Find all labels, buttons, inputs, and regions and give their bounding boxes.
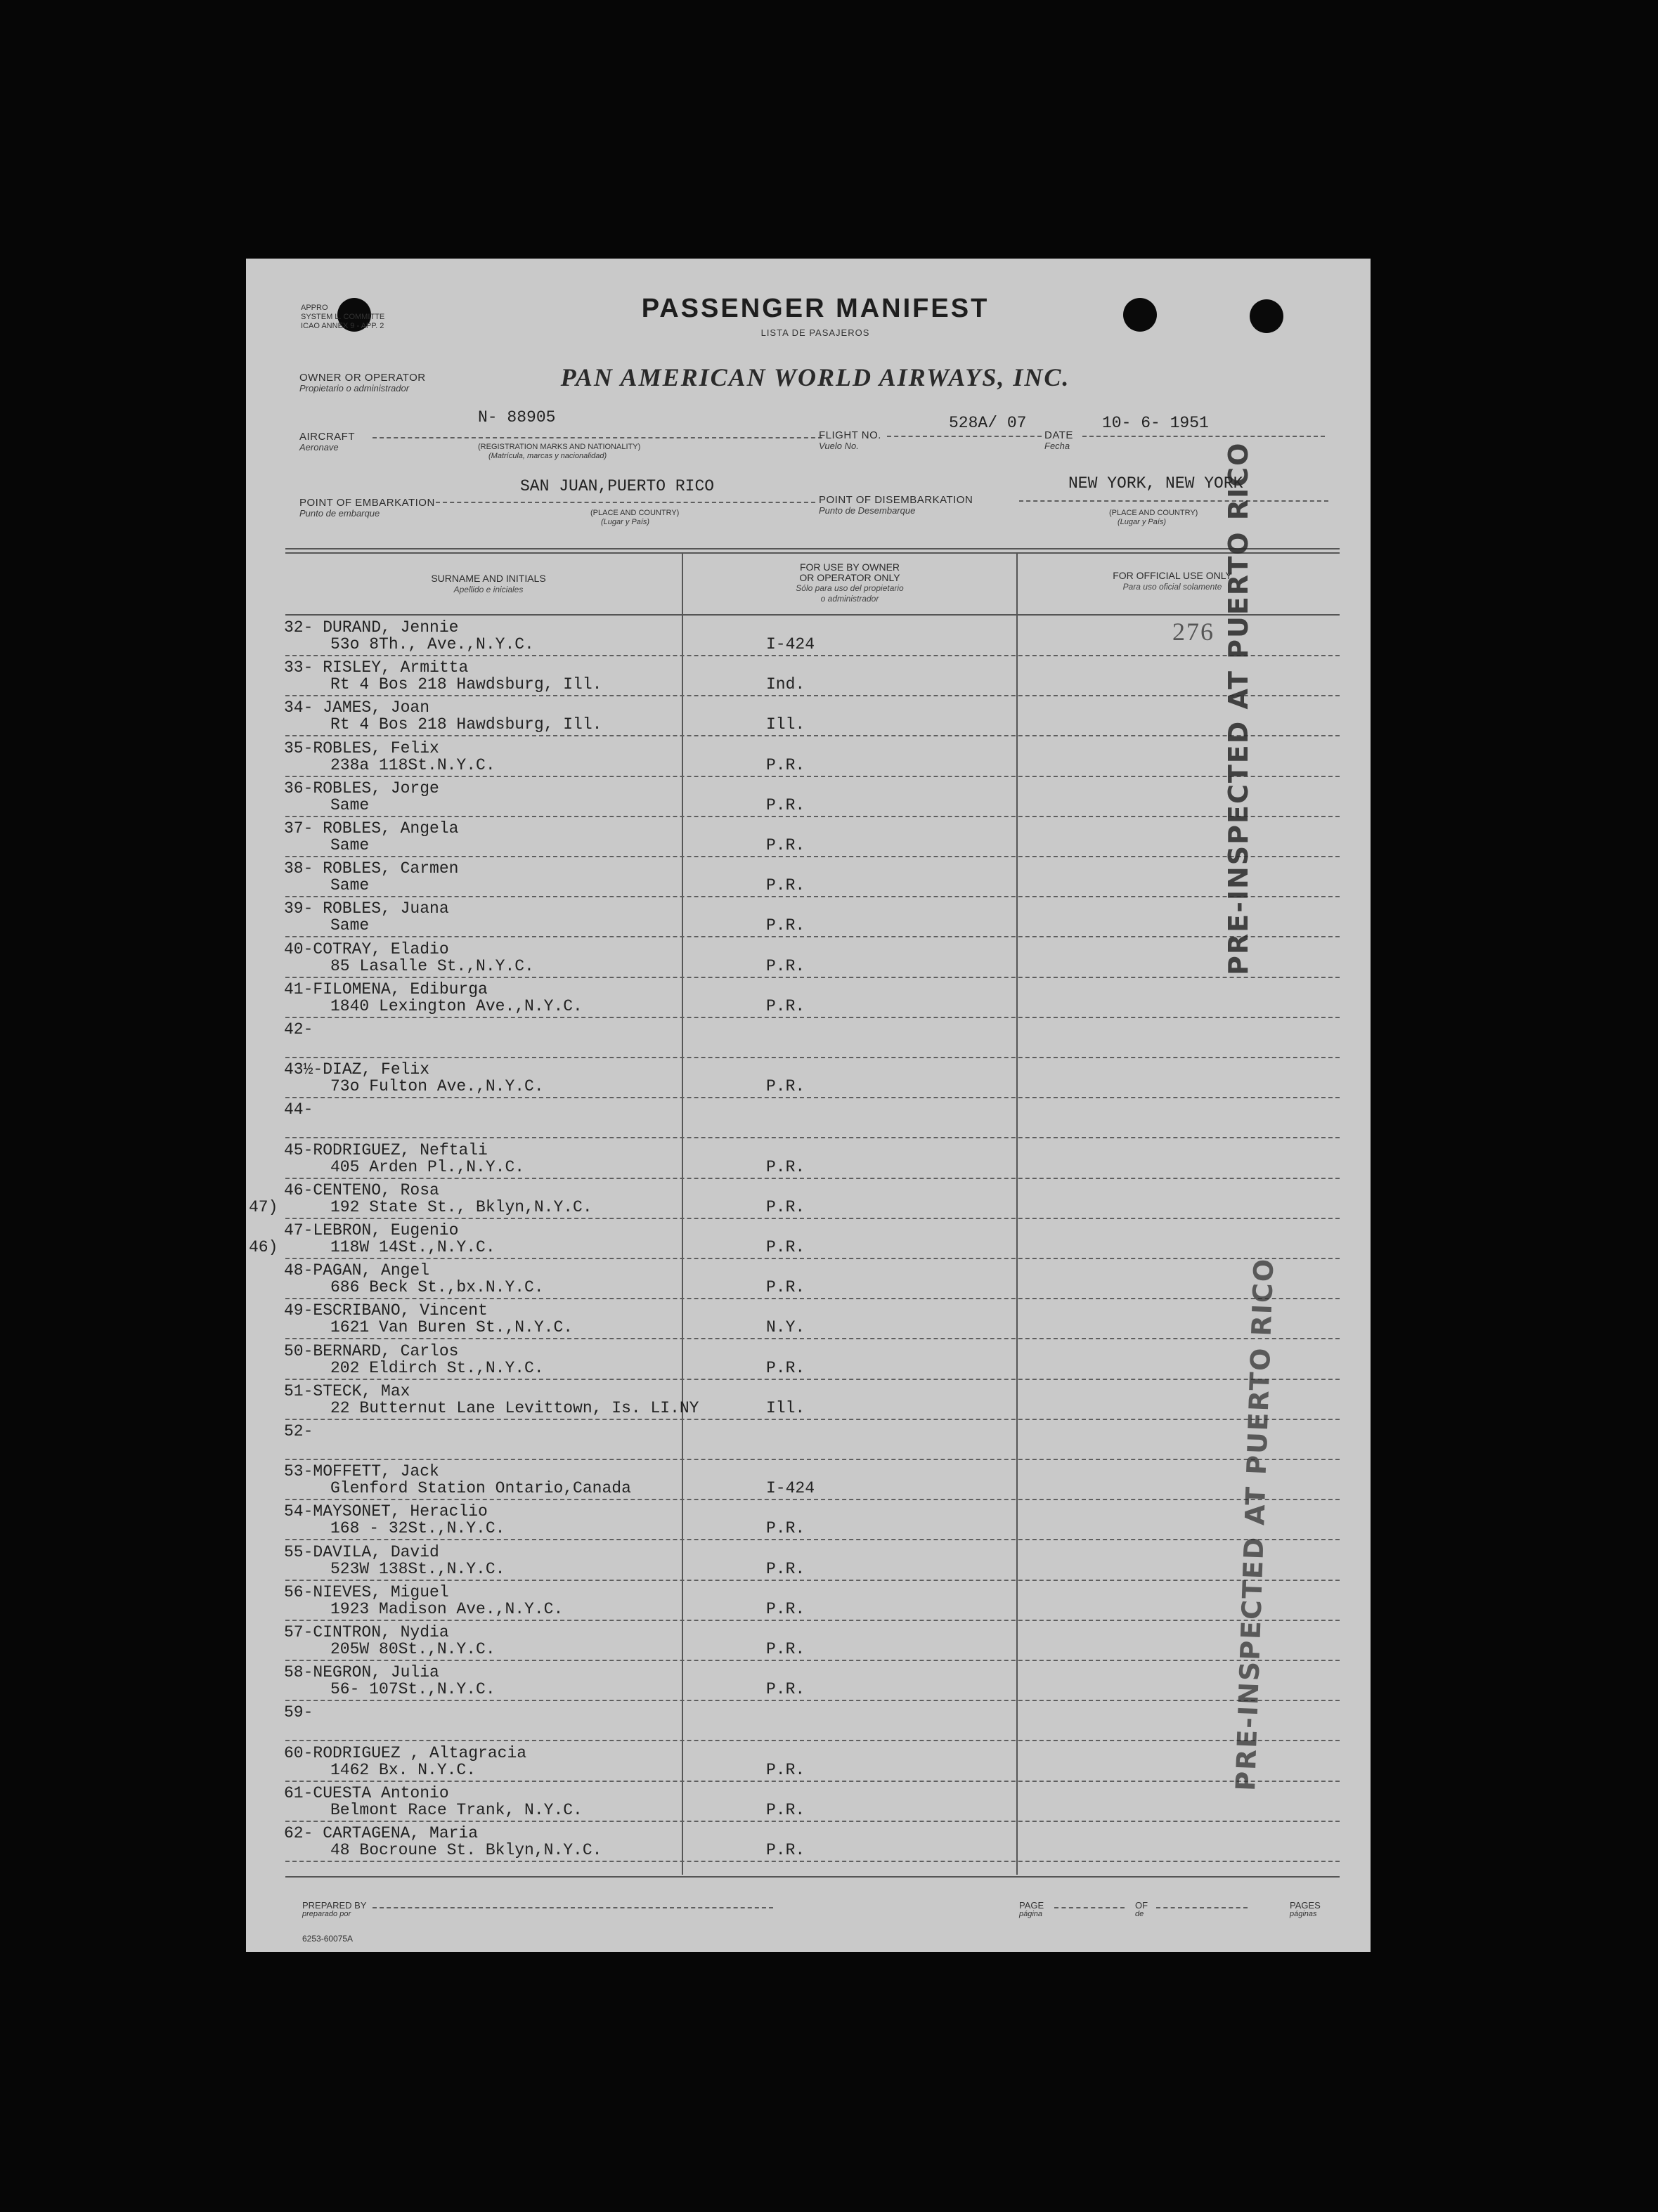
passenger-address: Same [330,795,370,814]
passenger-address: Glenford Station Ontario,Canada [330,1479,631,1498]
passenger-name: 33- RISLEY, Armitta [284,658,469,677]
col-surname-label-es: Apellido e iniciales [453,585,524,594]
passenger-name: 32- DURAND, Jennie [284,618,459,637]
form-code: 6253-60075A [302,1934,354,1944]
flight-label: FLIGHT NO. [819,429,881,441]
pages-label: PAGES [1290,1900,1321,1911]
inspection-stamp: PRE-INSPECTED AT PUERTO RICO [1230,1257,1280,1792]
col-surname-header [295,573,682,595]
passenger-name: 37- ROBLES, Angela [284,819,459,838]
corner-code-3: ICAO ANNEX 9 - APP. 2 [301,322,384,330]
table-row [246,1580,1371,1620]
passenger-address: 56- 107St.,N.Y.C. [330,1680,496,1699]
passenger-owner-code: P.R. [766,1238,805,1256]
passenger-name: 46-CENTENO, Rosa [284,1180,439,1199]
passenger-owner-code: P.R. [766,1599,805,1618]
punch-hole [1250,299,1283,333]
passenger-name: 39- ROBLES, Juana [284,899,449,918]
flight-underline [887,436,1042,437]
passenger-owner-code: P.R. [766,795,805,814]
prepared-label-es: preparado por [302,1910,351,1918]
passenger-name: 34- JAMES, Joan [284,698,430,717]
passenger-owner-code: I-424 [766,1479,815,1498]
aircraft-label: AIRCRAFT [299,431,355,443]
table-row [246,1258,1371,1299]
passenger-owner-code: P.R. [766,1278,805,1297]
passenger-name: 50-BERNARD, Carlos [284,1341,459,1360]
page-underline [1054,1907,1125,1908]
passenger-name: 48-PAGAN, Angel [284,1261,430,1280]
disembark-label: POINT OF DISEMBARKATION [819,494,973,506]
aircraft-caption-es: (Matrícula, marcas y nacionalidad) [488,452,607,460]
embark-label: POINT OF EMBARKATION [299,497,435,509]
passenger-name: 57-CINTRON, Nydia [284,1623,449,1641]
of-underline [1156,1907,1248,1908]
passenger-address: 1462 Bx. N.Y.C. [330,1760,477,1779]
table-row [246,616,1371,656]
col-official-label-es: Para uso oficial solamente [1122,582,1222,592]
table-row [246,1098,1371,1138]
table-row [246,857,1371,897]
passenger-name: 61-CUESTA Antonio [284,1783,449,1802]
passenger-owner-code: P.R. [766,996,805,1015]
passenger-owner-code: I-424 [766,635,815,653]
corner-code-1: APPRO [301,304,328,312]
disembark-caption-es: (Lugar y País) [1118,518,1167,526]
col-official-label: FOR OFFICIAL USE ONLY [1113,570,1232,581]
passenger-address: 48 Bocroune St. Bklyn,N.Y.C. [330,1841,602,1859]
passenger-name: 42- [284,1020,313,1039]
passenger-name: 54-MAYSONET, Heraclio [284,1502,488,1521]
col-owner-label-1: FOR USE BY OWNER [799,561,900,573]
passenger-name: 41-FILOMENA, Ediburga [284,980,488,998]
passenger-owner-code: P.R. [766,956,805,975]
table-row [246,1540,1371,1580]
aircraft-label-es: Aeronave [299,442,339,453]
page-subtitle: LISTA DE PASAJEROS [760,327,870,338]
table-row [246,1138,1371,1178]
embark-caption-es: (Lugar y País) [601,518,650,526]
passenger-name: 62- CARTAGENA, Maria [284,1824,479,1842]
col-surname-label: SURNAME AND INITIALS [431,573,546,584]
passenger-name: 58-NEGRON, Julia [284,1663,439,1682]
passenger-owner-code: Ill. [766,715,805,734]
passenger-name: 55-DAVILA, David [284,1542,439,1561]
passenger-owner-code: P.R. [766,836,805,854]
passenger-owner-code: P.R. [766,1680,805,1699]
corner-code-2: SYSTEM L. COMMITTE [301,313,385,321]
passenger-address: Same [330,836,370,854]
prepared-underline [373,1907,773,1908]
passenger-owner-code: P.R. [766,1760,805,1779]
passenger-address: 85 Lasalle St.,N.Y.C. [330,956,534,975]
passenger-owner-code: P.R. [766,1157,805,1176]
passenger-owner-code: Ind. [766,675,805,694]
disembark-label-es: Punto de Desembarque [819,505,916,516]
inspection-stamp: PRE-INSPECTED AT PUERTO RICO [1223,441,1254,975]
passenger-address: 73o Fulton Ave.,N.Y.C. [330,1077,544,1096]
aircraft-value: N- 88905 [478,408,556,427]
passenger-address: 1923 Madison Ave.,N.Y.C. [330,1599,564,1618]
table-row [246,1459,1371,1499]
airline-name: PAN AMERICAN WORLD AIRWAYS, INC. [560,363,1070,391]
passenger-owner-code: P.R. [766,1197,805,1216]
passenger-name: 38- ROBLES, Carmen [284,859,459,878]
embark-value: SAN JUAN,PUERTO RICO [520,477,715,495]
disembark-underline [1019,500,1328,502]
footer-rule [285,1876,1340,1878]
passenger-address: 1840 Lexington Ave.,N.Y.C. [330,996,583,1015]
passenger-name: 53-MOFFETT, Jack [284,1462,439,1481]
table-row [246,1379,1371,1419]
disembark-caption: (PLACE AND COUNTRY) [1109,509,1198,517]
passenger-name: 36-ROBLES, Jorge [284,779,439,798]
embark-label-es: Punto de embarque [299,508,380,519]
passenger-address: Same [330,916,370,935]
table-row [246,897,1371,937]
page-label-es: página [1019,1910,1043,1918]
date-label-es: Fecha [1044,441,1070,451]
table-row [246,696,1371,736]
passenger-side-note: 47) [249,1197,278,1216]
date-underline [1082,436,1325,437]
passenger-address: 686 Beck St.,bx.N.Y.C. [330,1278,544,1297]
of-label: OF [1135,1900,1148,1911]
owner-label-es: Propietario o administrador [299,383,410,393]
flight-label-es: Vuelo No. [819,441,859,451]
table-row [246,1741,1371,1781]
passenger-address: Belmont Race Trank, N.Y.C. [330,1800,583,1819]
flight-value: 528A/ 07 [949,414,1027,432]
passenger-address: 238a 118St.N.Y.C. [330,755,496,774]
passenger-name: 44- [284,1100,313,1119]
table-row [246,977,1371,1017]
pages-label-es: páginas [1290,1910,1317,1918]
passenger-address: 405 Arden Pl.,N.Y.C. [330,1157,525,1176]
aircraft-underline [373,437,822,438]
col-owner-label-2: OR OPERATOR ONLY [799,572,900,583]
passenger-owner-code: P.R. [766,876,805,895]
table-row [246,736,1371,776]
table-row [246,1058,1371,1098]
table-row [246,1017,1371,1058]
table-row [246,1218,1371,1258]
passenger-owner-code: P.R. [766,1077,805,1096]
passenger-owner-code: P.R. [766,1841,805,1859]
manifest-sheet [246,259,1371,1952]
table-row [246,1821,1371,1861]
owner-label: OWNER OR OPERATOR [299,372,426,384]
passenger-name: 47-LEBRON, Eugenio [284,1221,459,1240]
passenger-side-note: 46) [249,1238,278,1256]
passenger-owner-code: N.Y. [766,1318,805,1337]
table-row [246,1781,1371,1821]
embark-caption: (PLACE AND COUNTRY) [590,509,680,517]
punch-hole [1123,298,1157,332]
col-owner-header [683,562,1016,604]
col-official-header [1018,571,1327,592]
passenger-owner-code: P.R. [766,1800,805,1819]
passenger-name: 40-COTRAY, Eladio [284,939,449,958]
passenger-address: 1621 Van Buren St.,N.Y.C. [330,1318,574,1337]
date-label: DATE [1044,429,1073,441]
table-row [246,1299,1371,1339]
official-number: 276 [1172,618,1215,646]
passenger-owner-code: P.R. [766,1559,805,1578]
passenger-owner-code: P.R. [766,1640,805,1658]
passenger-address: 53o 8Th., Ave.,N.Y.C. [330,635,534,653]
col-owner-label-es-2: o administrador [820,594,879,604]
prepared-label: PREPARED BY [302,1900,367,1911]
passenger-address: 118W 14St.,N.Y.C. [330,1238,496,1256]
page-label: PAGE [1019,1900,1044,1911]
passenger-address: 168 - 32St.,N.Y.C. [330,1519,505,1538]
table-row [246,1339,1371,1379]
passenger-address: Rt 4 Bos 218 Hawdsburg, Ill. [330,675,602,694]
table-row [246,937,1371,977]
table-row [246,776,1371,817]
of-label-es: de [1135,1910,1144,1918]
passenger-address: 523W 138St.,N.Y.C. [330,1559,505,1578]
table-row [246,817,1371,857]
table-row [246,1499,1371,1540]
passenger-address: 192 State St., Bklyn,N.Y.C. [330,1197,592,1216]
col-owner-label-es-1: Sólo para uso del propietario [796,583,904,593]
table-row [246,1620,1371,1660]
passenger-address: 202 Eldirch St.,N.Y.C. [330,1358,544,1377]
passenger-name: 60-RODRIGUEZ , Altagracia [284,1743,527,1762]
table-top-rule-2 [285,552,1340,554]
passenger-owner-code: P.R. [766,755,805,774]
passenger-name: 51-STECK, Max [284,1381,410,1400]
embark-underline [436,502,815,503]
table-row [246,1700,1371,1741]
passenger-name: 35-ROBLES, Felix [284,739,439,757]
table-top-rule [285,548,1340,549]
passenger-owner-code: P.R. [766,1519,805,1538]
table-row [246,656,1371,696]
passenger-owner-code: P.R. [766,916,805,935]
passenger-owner-code: Ill. [766,1398,805,1417]
passenger-name: 56-NIEVES, Miguel [284,1582,449,1601]
table-row [246,1178,1371,1218]
date-value: 10- 6- 1951 [1102,414,1209,432]
row-rule [285,1861,1340,1862]
disembark-value: NEW YORK, NEW YORK [1068,474,1243,493]
table-row [246,1419,1371,1459]
aircraft-caption: (REGISTRATION MARKS AND NATIONALITY) [478,443,641,451]
passenger-address: Rt 4 Bos 218 Hawdsburg, Ill. [330,715,602,734]
page-title: PASSENGER MANIFEST [641,294,990,323]
passenger-address: 205W 80St.,N.Y.C. [330,1640,496,1658]
passenger-address: Same [330,876,370,895]
passenger-name: 43½-DIAZ, Felix [284,1060,430,1079]
table-row [246,1660,1371,1700]
passenger-name: 52- [284,1422,313,1440]
passenger-address: 22 Butternut Lane Levittown, Is. LI.NY [330,1398,699,1417]
passenger-name: 59- [284,1703,313,1722]
passenger-owner-code: P.R. [766,1358,805,1377]
passenger-name: 45-RODRIGUEZ, Neftali [284,1140,488,1159]
passenger-name: 49-ESCRIBANO, Vincent [284,1301,488,1320]
